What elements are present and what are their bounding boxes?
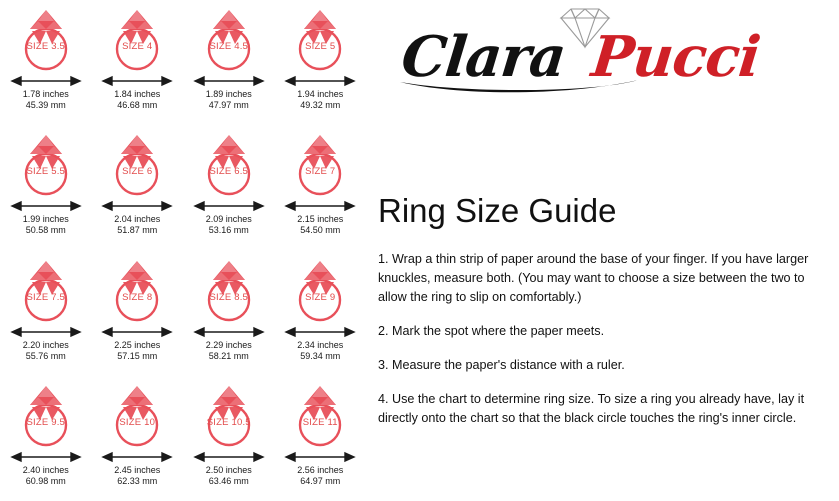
diameter-arrow-icon [99, 325, 175, 339]
ring-illustration-icon [8, 255, 84, 327]
ring-measurement-inches: 2.40 inches [22, 464, 69, 475]
ring-measurement-mm: 55.76 mm [25, 350, 66, 361]
ring-size-label: SIZE 9.5 [26, 416, 66, 428]
ring-measurement-mm: 60.98 mm [25, 475, 66, 486]
ring-size-cell [0, 125, 92, 250]
ring-illustration-icon [282, 255, 358, 327]
instruction-step: 3. Measure the paper's distance with a ruler. [378, 358, 625, 372]
ring-measurement-inches: 1.94 inches [297, 89, 344, 99]
ring-measurement [23, 465, 69, 487]
ring-size-cell [275, 376, 367, 501]
brand-name-second: Pucci [588, 24, 763, 90]
ring-size-label: SIZE 8.5 [209, 291, 249, 303]
ring-size-label: SIZE 6.5 [209, 166, 249, 178]
ring-measurement [23, 89, 69, 111]
ring-size-cell [183, 376, 275, 501]
ring-measurement-mm: 63.46 mm [208, 475, 249, 486]
ring-size-label: SIZE 10.5 [206, 416, 251, 428]
ring-size-cell [0, 251, 92, 376]
ring-size-label: SIZE 6 [122, 166, 153, 178]
ring-illustration-icon [191, 129, 267, 201]
diameter-arrow-icon [282, 199, 358, 213]
ring-size-label: SIZE 3.5 [26, 41, 66, 52]
ring-size-label: SIZE 5 [305, 41, 336, 52]
ring-measurement-inches: 2.29 inches [205, 339, 252, 350]
ring-illustration-icon [99, 4, 175, 76]
ring-size-label: SIZE 5.5 [26, 166, 66, 178]
ring-measurement-mm: 46.68 mm [117, 100, 158, 110]
ring-measurement-inches: 1.84 inches [114, 89, 161, 99]
ring-measurement-inches: 2.09 inches [205, 214, 252, 225]
diameter-arrow-icon [8, 74, 84, 88]
ring-measurement-mm: 49.32 mm [300, 100, 341, 110]
ring-measurement [114, 465, 160, 487]
ring-measurement [114, 340, 160, 362]
ring-measurement-mm: 53.16 mm [208, 225, 249, 236]
ring-measurement-mm: 62.33 mm [117, 475, 158, 486]
ring-measurement-inches: 2.56 inches [297, 464, 344, 475]
ring-measurement-mm: 64.97 mm [300, 475, 341, 486]
ring-measurement [206, 89, 252, 111]
ring-measurement [206, 214, 252, 236]
ring-illustration-icon [282, 4, 358, 76]
ring-measurement-mm: 50.58 mm [25, 225, 66, 236]
diameter-arrow-icon [282, 74, 358, 88]
ring-measurement-inches: 2.20 inches [22, 339, 69, 350]
ring-measurement-inches: 2.45 inches [114, 464, 161, 475]
ring-size-chart [0, 0, 366, 501]
ring-size-label: SIZE 4 [122, 41, 153, 52]
diameter-arrow-icon [191, 74, 267, 88]
ring-measurement-inches: 2.34 inches [297, 339, 344, 350]
ring-measurement-inches: 2.15 inches [297, 214, 344, 225]
ring-measurement-inches: 1.78 inches [22, 89, 69, 99]
ring-size-label: SIZE 10 [119, 416, 156, 428]
ring-size-cell [275, 125, 367, 250]
ring-size-cell [0, 0, 92, 125]
ring-measurement-mm: 54.50 mm [300, 225, 341, 236]
ring-illustration-icon [8, 129, 84, 201]
ring-size-label: SIZE 11 [302, 416, 338, 428]
ring-size-cell [183, 125, 275, 250]
diameter-arrow-icon [191, 450, 267, 464]
ring-size-cell [92, 125, 184, 250]
ring-measurement-mm: 47.97 mm [208, 100, 249, 110]
ring-size-cell [92, 0, 184, 125]
ring-size-cell [183, 0, 275, 125]
ring-measurement [206, 340, 252, 362]
instruction-step: 2. Mark the spot where the paper meets. [378, 324, 605, 338]
ring-measurement-mm: 59.34 mm [300, 350, 341, 361]
ring-measurement-inches: 2.50 inches [205, 464, 252, 475]
diameter-arrow-icon [99, 74, 175, 88]
ring-size-label: SIZE 4.5 [209, 41, 249, 52]
ring-measurement [23, 214, 69, 236]
diameter-arrow-icon [191, 325, 267, 339]
ring-illustration-icon [191, 4, 267, 76]
ring-size-cell [275, 0, 367, 125]
ring-size-label: SIZE 8 [122, 291, 153, 303]
diameter-arrow-icon [282, 325, 358, 339]
ring-measurement [23, 340, 69, 362]
ring-measurement-inches: 2.25 inches [114, 339, 161, 350]
ring-illustration-icon [8, 4, 84, 76]
diameter-arrow-icon [99, 199, 175, 213]
ring-size-cell [183, 251, 275, 376]
ring-illustration-icon [191, 255, 267, 327]
ring-measurement [297, 89, 343, 111]
ring-measurement-mm: 51.87 mm [117, 225, 158, 236]
guide-panel [370, 0, 839, 501]
ring-size-label: SIZE 9 [305, 291, 336, 303]
ring-illustration-icon [99, 129, 175, 201]
instruction-step: 4. Use the chart to determine ring size. To size a ring you already have, lay it directly onto the chart so that the black circle touches the ring's inner circle. [378, 392, 805, 425]
ring-illustration-icon [282, 129, 358, 201]
diameter-arrow-icon [282, 450, 358, 464]
ring-measurement [297, 465, 343, 487]
ring-measurement-mm: 45.39 mm [25, 100, 66, 110]
diameter-arrow-icon [8, 325, 84, 339]
ring-measurement [114, 214, 160, 236]
brand-name-first: Clara [398, 24, 569, 90]
ring-size-cell [92, 376, 184, 501]
ring-measurement-inches: 2.04 inches [114, 214, 161, 225]
ring-illustration-icon [8, 380, 84, 452]
ring-size-label: SIZE 7.5 [26, 291, 66, 303]
ring-illustration-icon [191, 380, 267, 452]
ring-size-label: SIZE 7 [305, 166, 336, 178]
ring-measurement [206, 465, 252, 487]
diameter-arrow-icon [8, 450, 84, 464]
ring-measurement-inches: 1.99 inches [22, 214, 69, 225]
ring-size-cell [0, 376, 92, 501]
ring-measurement-inches: 1.89 inches [205, 89, 252, 99]
ring-size-cell [92, 251, 184, 376]
ring-illustration-icon [282, 380, 358, 452]
brand-logo [380, 4, 780, 99]
ring-measurement-mm: 57.15 mm [117, 350, 158, 361]
diameter-arrow-icon [191, 199, 267, 213]
ring-illustration-icon [99, 255, 175, 327]
ring-measurement [297, 340, 343, 362]
ring-illustration-icon [99, 380, 175, 452]
ring-measurement-mm: 58.21 mm [208, 350, 249, 361]
ring-measurement [297, 214, 343, 236]
diameter-arrow-icon [99, 450, 175, 464]
ring-size-cell [275, 251, 367, 376]
instruction-list [378, 250, 818, 443]
diameter-arrow-icon [8, 199, 84, 213]
ring-measurement [114, 89, 160, 111]
page-title: Ring Size Guide [378, 192, 617, 229]
instruction-step: 1. Wrap a thin strip of paper around the base of your finger. If you have larger knuckles, measure both. (You may want to choose a size between the two to allow the ring to slip on comfortably.) [378, 252, 809, 304]
